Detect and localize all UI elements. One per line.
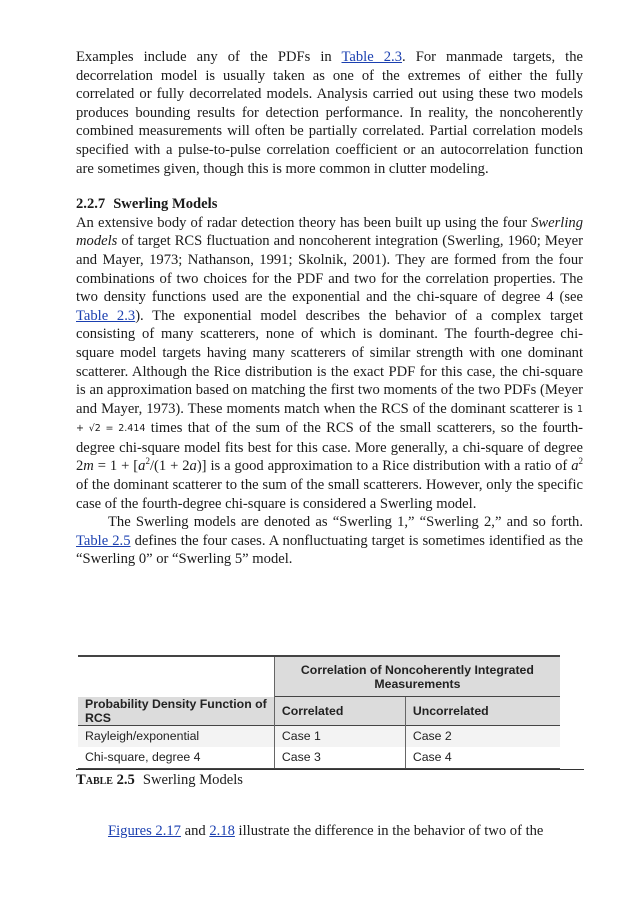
- column-header-uncorrelated: Uncorrelated: [405, 697, 560, 726]
- section-title: Swerling Models: [113, 196, 218, 213]
- table-cell: Case 4: [405, 747, 560, 769]
- table-subheader-row: [78, 697, 560, 726]
- text: The Swerling models are denoted as “Swerling 1,” “Swerling 2,” and so forth.: [108, 514, 583, 531]
- group-header: Correlation of Noncoherently Integrated Measurements: [274, 656, 560, 697]
- figure-2-18-link[interactable]: 2.18: [209, 823, 235, 839]
- table-cell: Rayleigh/exponential: [78, 725, 274, 747]
- text: /(1 + 2: [149, 458, 190, 475]
- paragraph-swerling: [76, 214, 583, 514]
- page-bottom: [76, 822, 583, 841]
- section-heading: [76, 195, 583, 214]
- column-header-pdf: Probability Density Function of RCS: [78, 697, 274, 726]
- inline-formula: 1 + √2 = 2.414: [76, 403, 583, 435]
- table-row: [78, 747, 560, 769]
- table-row: [78, 725, 560, 747]
- text: and: [180, 823, 210, 839]
- text: ). The exponential model describes the behavior of a complex target consisting of many scatterers, none of which is dominant. The fourth-degree chi-square model targets having many scatterers of similar strength with one dominant scatterer. Although the Rice distribution is the exact PDF for this case, the chi-square is an approximation based on matching the first two moments of the two PDFs (Meyer and Mayer, 1973). These moments match when the RCS of the dominant scatterer is: [76, 307, 583, 417]
- swerling-table: [78, 655, 560, 770]
- paragraph-figures: [76, 822, 583, 841]
- table-cell: Case 2: [405, 725, 560, 747]
- text: . For manmade targets, the decorrelation model is usually taken as one of the extremes of either the fully correlated or fully decorrelated models. Analysis carried out using these two models produces bounding results for detection performance. In reality, the noncoherently combined measurements will often be partially correlated. Partial correlation models specified with a pulse-to-pulse correlation coefficient or an autocorrelation function are sometimes given, though this is more common in clutter modeling.: [76, 49, 584, 177]
- table-cell: Case 1: [274, 725, 405, 747]
- superscript: 2: [145, 456, 150, 467]
- text: defines the four cases. A nonfluctuating target is sometimes identified as the “Swerling 0” or “Swerling 5” model.: [76, 532, 584, 568]
- text: times that of the sum of the RCS of the small scatterers, so the fourth-degree chi-square model fits best for this case. More generally, a chi-square of degree 2: [76, 420, 583, 475]
- text: Examples include any of the PDFs in: [76, 49, 342, 65]
- var-a: a: [138, 458, 146, 475]
- table-caption: [76, 772, 243, 789]
- var-a: a: [571, 458, 579, 475]
- section-number: 2.2.7: [76, 196, 106, 213]
- emphasis-swerling-models: Swerling models: [76, 214, 583, 250]
- page-body: [76, 48, 583, 569]
- table-cell: Chi-square, degree 4: [78, 747, 274, 769]
- superscript: 2: [578, 456, 583, 467]
- paragraph-intro: [76, 48, 583, 178]
- var-a: a: [189, 458, 197, 475]
- paragraph-swerling-cases: [76, 513, 583, 569]
- table: [78, 655, 560, 770]
- column-header-correlated: Correlated: [274, 697, 405, 726]
- text: An extensive body of radar detection theory has been built up using the four: [76, 214, 532, 231]
- table-2-5-link[interactable]: Table 2.5: [76, 532, 131, 549]
- figure-2-17-link[interactable]: Figures 2.17: [108, 823, 181, 839]
- text: = 1 + [: [93, 458, 139, 475]
- var-m: m: [83, 458, 94, 475]
- caption-text: Swerling Models: [142, 772, 243, 788]
- table-cell: Case 3: [274, 747, 405, 769]
- table-2-3-link[interactable]: Table 2.3: [76, 307, 136, 324]
- text: illustrate the difference in the behavior of two of the: [234, 823, 544, 839]
- caption-label: Table 2.5: [76, 772, 135, 788]
- caption-rule: [76, 769, 584, 770]
- text: of the dominant scatterer to the sum of the small scatterers. However, only the specific case of the fourth-degree chi-square is considered a Swerling model.: [76, 477, 583, 512]
- table-2-3-link[interactable]: Table 2.3: [341, 49, 403, 65]
- text: )] is a good approximation to a Rice distribution with a ratio of: [196, 458, 572, 475]
- table-header-row: [78, 656, 560, 697]
- text: of target RCS fluctuation and noncoherent integration (Swerling, 1960; Meyer and Mayer, 1973; Nathanson, 1991; Skolnik, 2001). They are formed from the four combinations of two choices for the PDF and two for the correlation properties. The two density functions used are the exponential and the chi-square of degree 4 (see: [76, 233, 583, 306]
- header-blank-cell: [78, 656, 274, 697]
